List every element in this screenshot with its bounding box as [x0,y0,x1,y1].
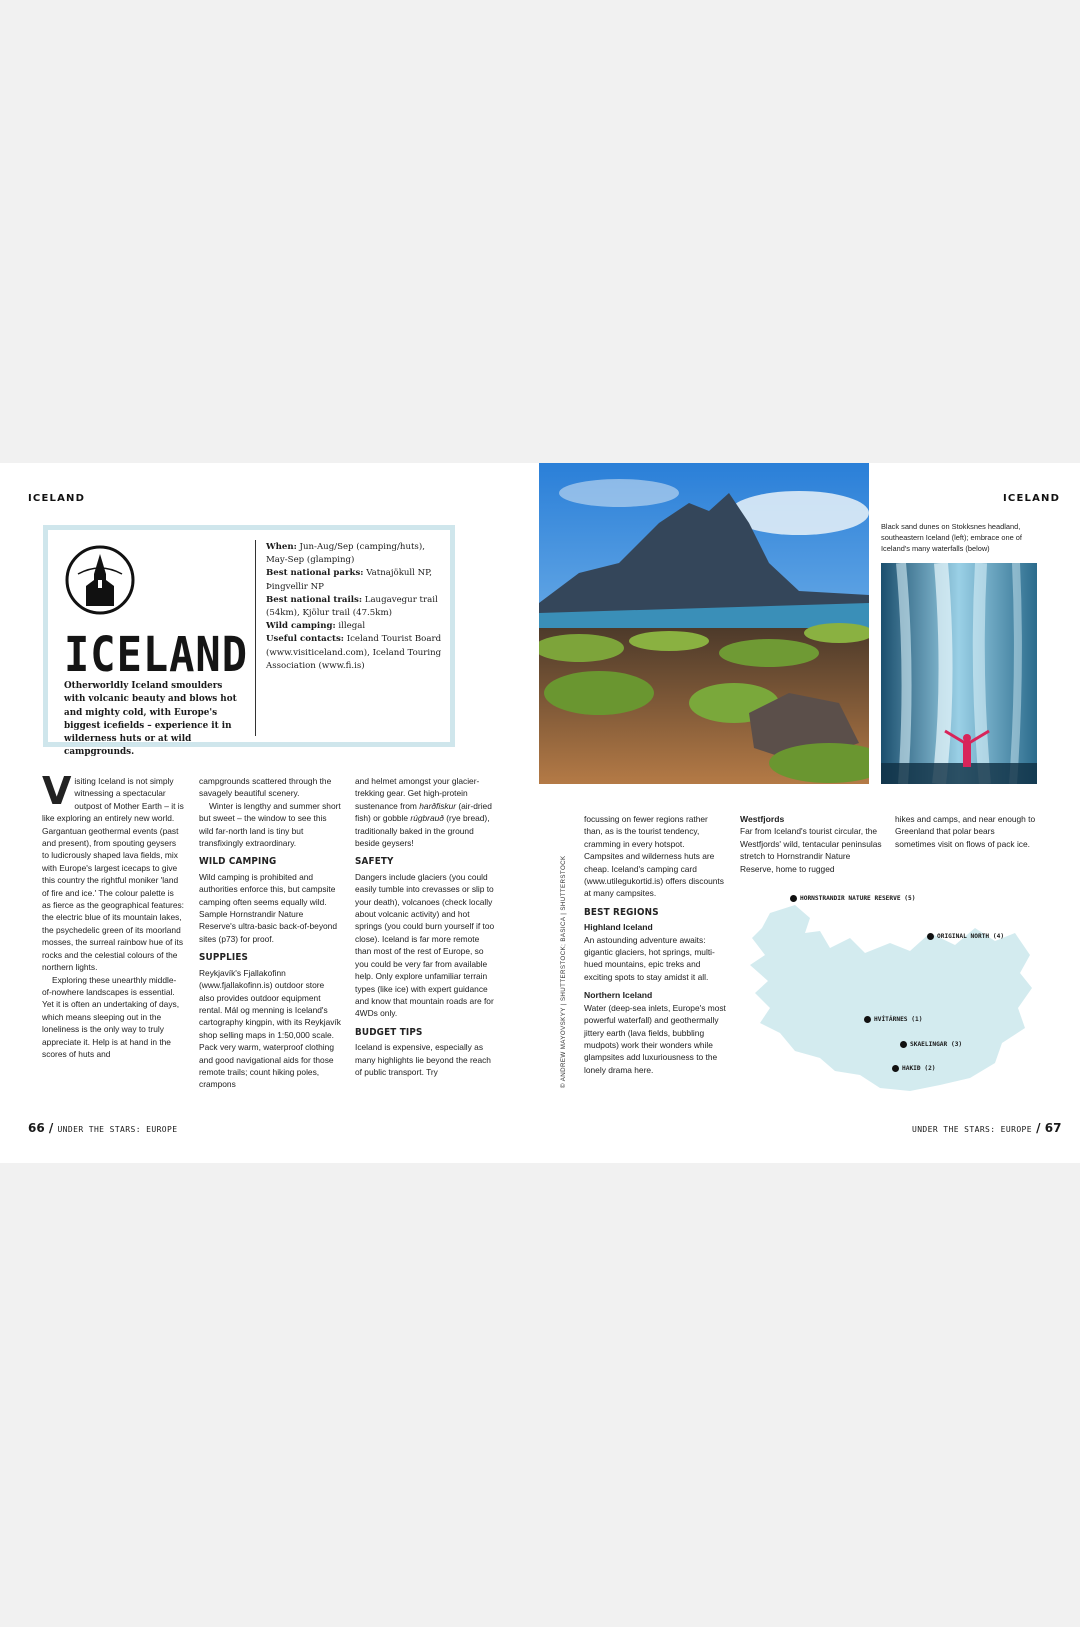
body-paragraph: Wild camping is prohibited and authorities enforce this, but campsite camping often seems equally wild. Sample Hornstrandir Nature Reserve's ultra-basic back-of-beyond sites (p73) for proof. [199,871,337,944]
body-column-5 [740,813,882,875]
fact-item: Best national parks: Vatnajökull NP, Þingvellir NP [266,568,432,592]
fact-item: Wild camping: illegal [266,621,366,632]
iceland-map [740,893,1040,1093]
body-column-2 [199,775,341,1091]
map-marker [892,1065,899,1072]
drop-cap: V [42,769,72,813]
body-paragraph: An astounding adventure awaits: gigantic glaciers, hot springs, multi-hued mountains, epic treks and exciting spots to stay amidst it all. [584,934,715,982]
fact-item: Best national trails: Laugavegur trail (54km), Kjölur trail (47.5km) [266,594,438,619]
black-sand-dunes-photo [539,463,869,784]
right-footer: UNDER THE STARS: EUROPE / 67 [912,1121,1062,1135]
heading-best-regions: BEST REGIONS [584,906,659,918]
body-column-1 [42,769,184,1060]
body-paragraph: focussing on fewer regions rather than, as is the tourist tendency, cramming in every hotspot. Campsites and wilderness huts are cheap. Iceland's camping card (www.utilegukortid.is) offers discounts at many campsites. [584,814,724,899]
heading-wild-camping: WILD CAMPING [199,856,277,868]
body-paragraph: Exploring these unearthly middle-of-nowhere landscapes is essential. Yet it is often an undertaking of days, which means sleeping out in the loneliness is the only way to truly appreciate it. Help is at hand in the scores of huts and [42,974,180,1059]
map-label-hakid: HAKIÐ (2) [902,1065,936,1072]
photo-credit: © ANDREW MAYOVSKYY | SHUTTERSTOCK; BASICA | SHUTTERSTOCK [560,855,567,1088]
body-paragraph: Far from Iceland's tourist circular, the Westfjords' wild, tentacular peninsulas stretch to Hornstrandir Nature Reserve, home to rugged [740,826,882,874]
body-column-3 [355,775,497,1078]
subheading-northern: Northern Iceland [584,990,653,1001]
right-page-number: 67 [1044,1121,1062,1135]
map-label-skaelingar: SKAELINGAR (3) [910,1041,963,1048]
right-running-title: UNDER THE STARS: EUROPE [912,1125,1032,1134]
body-paragraph: and helmet amongst your glacier-trekking gear. Get high-protein sustenance from harðfiskur (air-dried fish) or gobble rúgbrauð (rye bread), traditionally baked in the ground beside geysers! [355,776,492,849]
heading-budget-tips: BUDGET TIPS [355,1026,423,1038]
body-paragraph: Winter is lengthy and summer short but sweet – the window to see this wild far-north land is tiny but transfixingly extraordinary. [199,800,341,849]
map-marker [864,1016,871,1023]
map-label-hvitarnes: HVÍTÁRNES (1) [874,1016,923,1023]
intro-text: Otherworldly Iceland smoulders with volcanic beauty and blows hot and mighty cold, with Europe's biggest icefields – experience it in wilderness huts or at wild campgrounds. [64,681,237,758]
left-running-title: UNDER THE STARS: EUROPE [57,1125,178,1134]
left-footer: 66 / UNDER THE STARS: EUROPE [28,1121,178,1135]
body-column-4 [584,813,726,1076]
heading-supplies: SUPPLIES [199,952,249,964]
magazine-spread [0,463,1080,1163]
intro-divider [255,540,256,736]
intro-title: ICELAND [64,626,249,683]
left-page-section-label: ICELAND [28,493,86,504]
body-paragraph: campgrounds scattered through the savagely beautiful scenery. [199,776,332,799]
fact-item: Useful contacts: Iceland Tourist Board (www.visiticeland.com), Iceland Touring Association (www.fi.is) [266,634,442,671]
church-emblem-icon [64,544,136,616]
intro-box [43,525,455,758]
body-paragraph: Iceland is expensive, especially as many highlights lie beyond the reach of public transport. Try [355,1042,491,1077]
map-marker [900,1041,907,1048]
map-label-original-north: ORIGINAL NORTH (4) [937,933,1005,940]
left-page-number: 66 [28,1121,45,1135]
subheading-highland: Highland Iceland [584,922,653,933]
body-paragraph: hikes and camps, and near enough to Greenland that polar bears sometimes visit on flows of pack ice. [895,814,1036,849]
iceland-map-shape [740,893,1040,1093]
body-paragraph: Water (deep-sea inlets, Europe's most powerful waterfall) and geothermally jittery earth (lava fields, bubbling mudpots) work their wonders while glampsites add luxuriousness to the lonely drama here. [584,1002,726,1075]
map-label-hornstrandir: HORNSTRANDIR NATURE RESERVE (5) [800,895,916,902]
body-paragraph: Reykjavík's Fjallakofinn (www.fjallakofinn.is) outdoor store also provides outdoor equipment rental. Mál og menning is Iceland's cartography kingpin, with its Reykjavík shop selling maps in 1:50,000 scale. Pack very warm, waterproof clothing and good navigational aids for those remote trails; count hiking poles, crampons [199,967,341,1090]
right-page-section-label: ICELAND [1003,493,1061,504]
waterfall-photo [881,563,1037,784]
body-paragraph: Dangers include glaciers (you could easily tumble into crevasses or slip to your death), volcanoes (check locally about volcanic activity) and hot springs (you could burn yourself if too close). Iceland is far more remote than most of the rest of Europe, so you could be very far from available help. Only explore unfamiliar terrain types (like ice) with expert guidance and know that mountain roads are for 4WDs only. [355,871,495,1019]
photo-caption: Black sand dunes on Stokksnes headland, southeastern Iceland (left); embrace one of Iceland's many waterfalls (below) [881,522,1022,553]
body-paragraph: isiting Iceland is not simply witnessing a spectacular outpost of Mother Earth – it is like exploring an entirely new world. Gargantuan geothermal events (past and present), from spouting geysers to ludicrously shaped lava fields, mix with Europe's largest icecaps to give this country the rightful moniker 'land of fire and ice.' The colour palette is as fierce as the geographical features: the electric blue of its mountain lakes, the psychedelic green of its moorland mosses, the surreal rainbow hue of its rocks and the celestial colours of the northern lights. [42,776,184,973]
map-marker [790,895,797,902]
heading-safety: SAFETY [355,856,394,868]
body-column-6 [895,813,1037,850]
fact-item: When: Jun-Aug/Sep (camping/huts), May-Sep (glamping) [266,542,425,566]
facts-list [266,541,446,673]
subheading-westfjords: Westfjords [740,814,785,824]
map-marker [927,933,934,940]
